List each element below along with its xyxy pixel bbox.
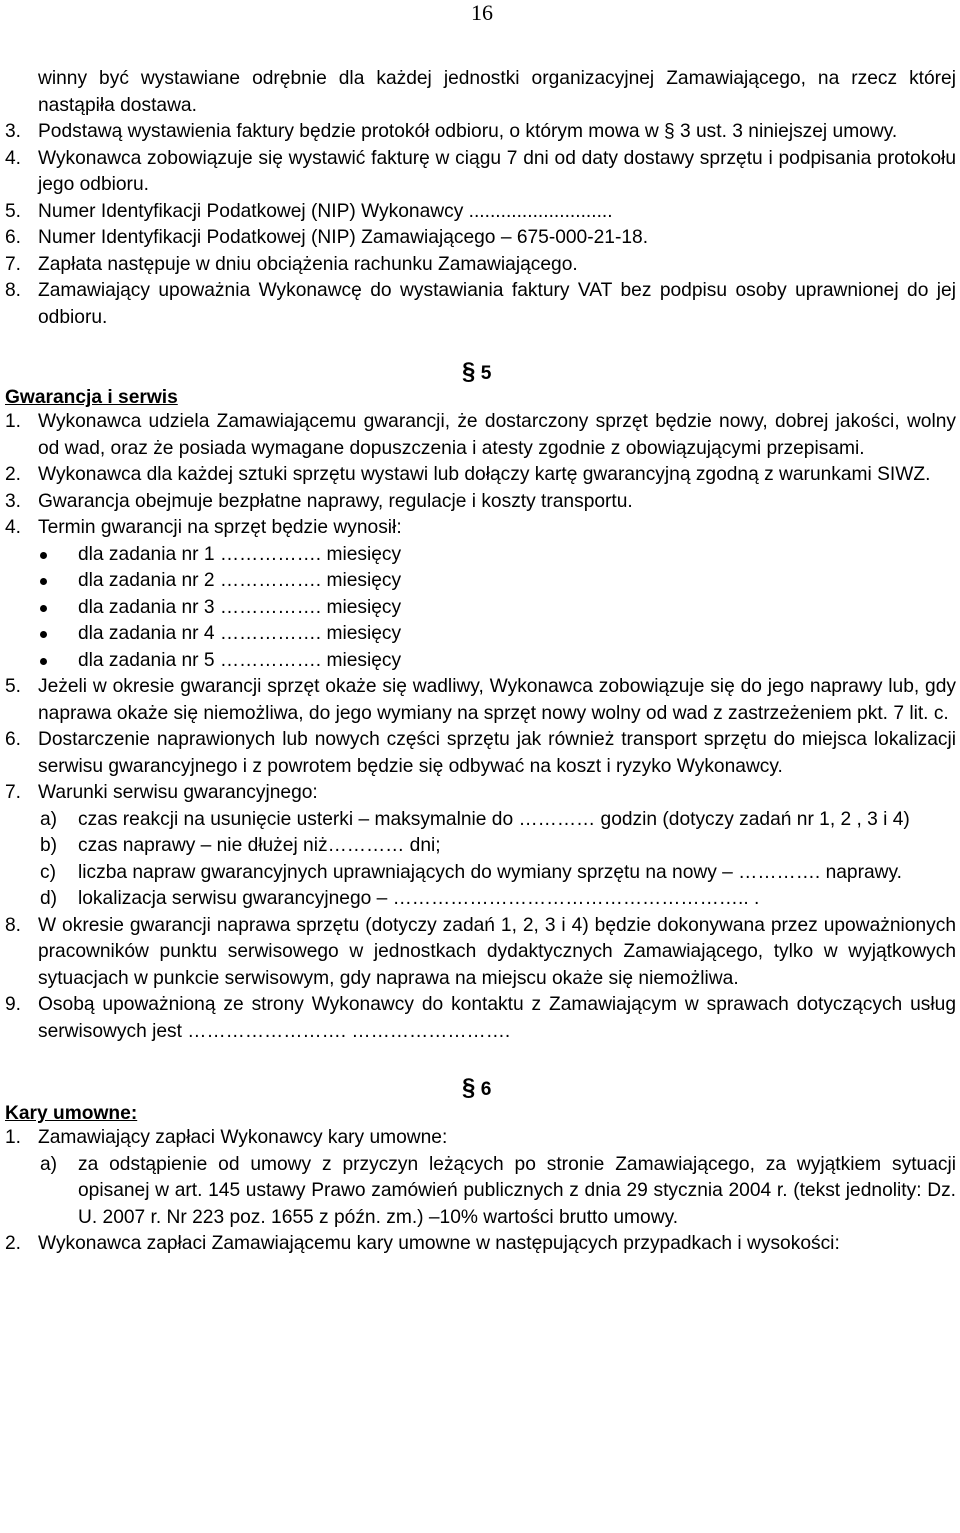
item-number: 7. <box>5 253 22 275</box>
sub-item-b <box>0 833 960 860</box>
item-number: 9. <box>5 994 22 1015</box>
item-text: Numer Identyfikacji Podatkowej (NIP) Wykonawcy ........................... <box>38 200 613 222</box>
bullet-item <box>0 595 960 622</box>
item-number: 6. <box>5 729 22 750</box>
item-text: W okresie gwarancji naprawa sprzętu (dotyczy zadań 1, 2, 3 i 4) będzie dokonywana przez upoważnionych pracowników punktu serwisowego w jednostkach dydaktycznych Zamawiającego, tylko w wyjątkowych sytuacjach w punkcie serwisowym, gdy naprawa na miejscu okaże się niemożliwa. <box>38 914 956 989</box>
list-item-6 <box>0 225 960 252</box>
item-text: Wykonawca dla każdej sztuki sprzętu wystawi lub dołączy kartę gwarancyjną zgodną z warunkami SIWZ. <box>38 464 931 485</box>
sub-item-a <box>0 1152 960 1232</box>
item-number: 6. <box>5 227 22 248</box>
item-text: Wykonawca zobowiązuje się wystawić fakturę w ciągu 7 dni od daty dostawy sprzętu i podpisania protokołu jego odbioru. <box>38 147 956 195</box>
section-5-heading: Gwarancja i serwis <box>5 387 178 408</box>
item-text: Osobą upoważnioną ze strony Wykonawcy do kontaktu z Zamawiającym w sprawach dotyczących usług serwisowych jest ……………………. ……………………. <box>38 994 956 1042</box>
item-text: Zapłata następuje w dniu obciążenia rachunku Zamawiającego. <box>38 253 578 275</box>
item-number: 1. <box>5 1127 22 1148</box>
item-text: Gwarancja obejmuje bezpłatne naprawy, regulacje i koszty transportu. <box>38 490 633 512</box>
section-6-heading: Kary umowne: <box>5 1103 138 1124</box>
paragraph-sign: § <box>462 1074 476 1101</box>
list-item-8 <box>0 278 960 331</box>
page-number: 16 <box>471 0 493 25</box>
sub-item-letter: d) <box>40 888 58 909</box>
bullet-text: dla zadania nr 2 ……………. miesięcy <box>78 570 402 591</box>
item-text: Zamawiający upoważnia Wykonawcę do wystawiania faktury VAT bez podpisu osoby uprawnionej do jej odbioru. <box>38 280 956 328</box>
sub-item-letter: c) <box>40 861 56 883</box>
item-number: 4. <box>5 147 22 169</box>
list-item <box>0 1231 960 1258</box>
sub-item-text: za odstąpienie od umowy z przyczyn leżących po stronie Zamawiającego, za wyjątkiem sytuacji opisanej w art. 145 ustawy Prawo zamówień publicznych z dnia 29 stycznia 2004 r. (tekst jednolity: Dz. U. 2007 r. Nr 223 poz. 1655 z późn. zm.) –10% wartości brutto umowy. <box>78 1153 956 1228</box>
list-item-5 <box>0 199 960 226</box>
list-item <box>0 992 960 1045</box>
list-item <box>0 674 960 727</box>
list-item <box>0 409 960 462</box>
item-number: 3. <box>5 490 22 512</box>
item-number: 8. <box>5 914 22 936</box>
item-text: Numer Identyfikacji Podatkowej (NIP) Zamawiającego – 675-000-21-18. <box>38 227 649 248</box>
document-body <box>0 66 960 1258</box>
list-item-4 <box>0 146 960 199</box>
bullet-text: dla zadania nr 3 ……………. miesięcy <box>78 596 402 618</box>
bullet-item <box>0 648 960 675</box>
item-text: Podstawą wystawienia faktury będzie protokół odbioru, o którym mowa w § 3 ust. 3 niniejszej umowy. <box>38 121 898 142</box>
sub-item-text: czas naprawy – nie dłużej niż………… dni; <box>78 835 441 856</box>
list-item <box>0 727 960 780</box>
sub-item-text: lokalizacja serwisu gwarancyjnego – ……………………………………………….. . <box>78 888 760 909</box>
item-text: Wykonawca udziela Zamawiającemu gwarancji, że dostarczony sprzęt będzie nowy, dobrej jakości, wolny od wad, oraz że posiada wymagane dopuszczenia i atesty zgodnie z obowiązującymi przepisami. <box>38 411 956 459</box>
bullet-icon <box>40 552 47 559</box>
bullet-icon <box>40 631 47 638</box>
list-item <box>0 1125 960 1152</box>
item-number: 8. <box>5 280 22 301</box>
item-number: 2. <box>5 1233 22 1254</box>
list-item-3 <box>0 119 960 146</box>
sub-item-letter: a) <box>40 1153 58 1175</box>
bullet-icon <box>40 605 47 612</box>
item-number: 3. <box>5 121 22 142</box>
bullet-item <box>0 568 960 595</box>
sub-item-d <box>0 886 960 913</box>
list-item <box>0 489 960 516</box>
list-item <box>0 913 960 993</box>
section-5-mark: § 5 <box>462 358 492 385</box>
bullet-icon <box>40 658 47 665</box>
item-text: Wykonawca zapłaci Zamawiającemu kary umowne w następujących przypadkach i wysokości: <box>38 1233 840 1254</box>
sub-item-text: liczba napraw gwarancyjnych uprawniających do wymiany sprzętu na nowy – …………. naprawy. <box>78 861 903 883</box>
item-text: Termin gwarancji na sprzęt będzie wynosił: <box>38 517 402 538</box>
intro-paragraph: winny być wystawiane odrębnie dla każdej jednostki organizacyjnej Zamawiającego, na rzecz której nastąpiła dostawa. <box>38 68 956 116</box>
bullet-icon <box>40 578 47 585</box>
item-number: 4. <box>5 517 22 538</box>
sub-item-text: czas reakcji na usunięcie usterki – maksymalnie do ………… godzin (dotyczy zadań nr 1, 2 , 3 i 4) <box>78 808 910 830</box>
sub-item-c <box>0 860 960 887</box>
list-item-7 <box>0 252 960 279</box>
bullet-item <box>0 542 960 569</box>
sub-item-a <box>0 807 960 834</box>
item-number: 7. <box>5 782 22 803</box>
list-item <box>0 515 960 542</box>
bullet-text: dla zadania nr 5 ……………. miesięcy <box>78 649 402 671</box>
list-item <box>0 462 960 489</box>
bullet-item <box>0 621 960 648</box>
item-number: 5. <box>5 200 22 222</box>
list-item <box>0 780 960 807</box>
paragraph-sign: § <box>462 358 476 385</box>
item-number: 5. <box>5 676 22 697</box>
bullet-text: dla zadania nr 1 ……………. miesięcy <box>78 543 402 565</box>
item-number: 2. <box>5 464 22 485</box>
item-text: Zamawiający zapłaci Wykonawcy kary umowne: <box>38 1127 448 1148</box>
item-number: 1. <box>5 411 22 432</box>
item-text: Jeżeli w okresie gwarancji sprzęt okaże się wadliwy, Wykonawca zobowiązuje się do jego naprawy lub, gdy naprawa okaże się niemożliwa, do jego wymiany na sprzęt nowy wolny od wad z zastrzeżeniem pkt. 7 lit. c. <box>38 676 956 724</box>
sub-item-letter: b) <box>40 835 58 856</box>
section-6-mark: § 6 <box>462 1074 492 1101</box>
item-text: Dostarczenie naprawionych lub nowych części sprzętu jak również transport sprzętu do miejsca lokalizacji serwisu gwarancyjnego i z powrotem będzie się odbywać na koszt i ryzyko Wykonawcy. <box>38 729 956 777</box>
bullet-text: dla zadania nr 4 ……………. miesięcy <box>78 623 402 644</box>
item-text: Warunki serwisu gwarancyjnego: <box>38 782 318 803</box>
sub-item-letter: a) <box>40 808 58 830</box>
